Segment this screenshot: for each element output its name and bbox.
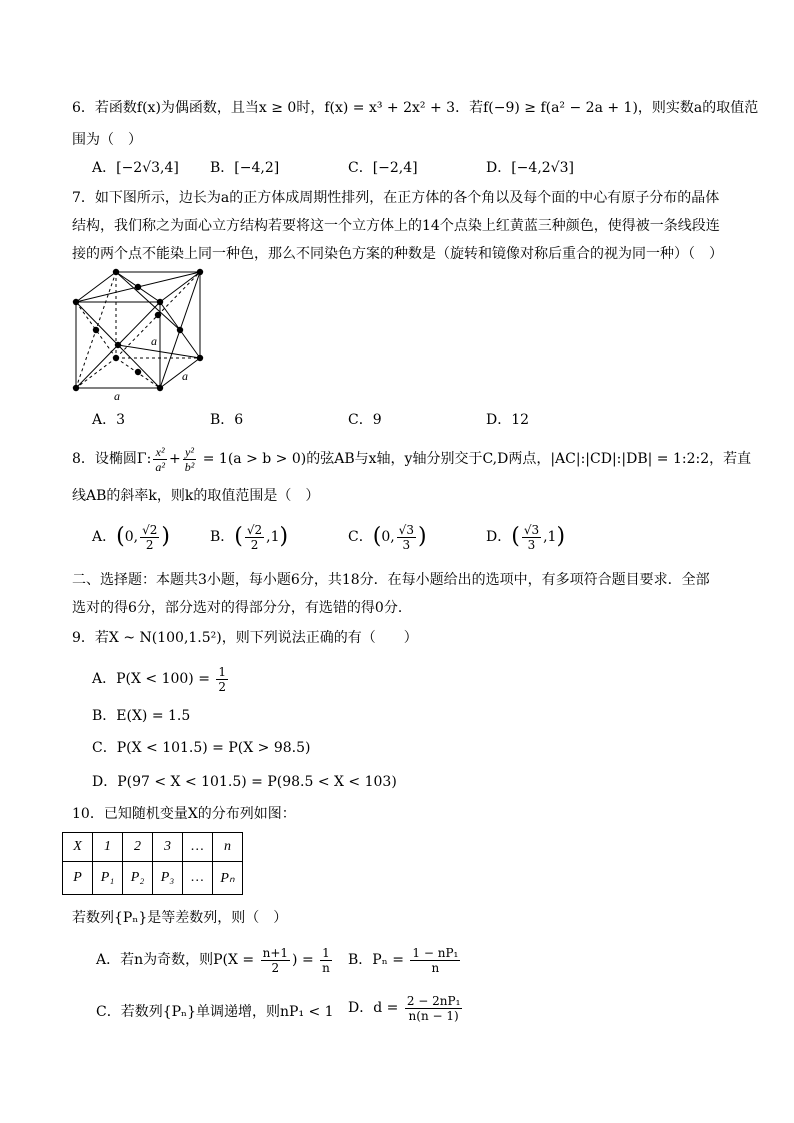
distribution-table (62, 832, 243, 895)
table-cell: … (183, 862, 213, 895)
table-cell: 3 (153, 833, 183, 862)
table-cell: Pₙ (213, 862, 243, 895)
q7-option-b: B．6 (210, 412, 244, 428)
q10-option-b: B．Pₙ = $\frac{\text{1 − nP₁}}{n}$ (348, 945, 459, 975)
q7-stem-line3: 接的两个点不能染上同一种色，那么不同染色方案的种数是（旋转和镜像对称后重合的视为同一种）（ ） (72, 246, 723, 262)
q9-option-a: A．P(X < 100) = $\frac{1}{2}$ (92, 664, 227, 694)
q10-option-c: C．若数列{Pₙ}单调递增，则nP₁ < 1 (96, 1004, 334, 1020)
q9-option-d: D．P(97 < X < 101.5) = P(98.5 < X < 103) (92, 774, 397, 790)
q10-condition: 若数列{Pₙ}是等差数列，则（ ） (72, 910, 288, 926)
q10-stem: 10．已知随机变量X的分布列如图： (72, 806, 296, 822)
table-row-p (63, 862, 243, 895)
fcc-cube-figure (68, 266, 218, 402)
table-cell: n (213, 833, 243, 862)
q9-stem: 9．若X ~ N(100,1.5²)，则下列说法正确的有（ ） (72, 630, 418, 646)
edge-label-bottom: a (114, 389, 120, 402)
section2-header-line2: 选对的得6分，部分选对的得部分分，有选错的得0分． (72, 600, 412, 616)
q7-option-a: A．3 (92, 412, 126, 428)
q9-option-b: B．E(X) = 1.5 (92, 708, 191, 724)
table-cell: X (63, 833, 93, 862)
q6-stem-line1: 6．若函数f(x)为偶函数，且当x ≥ 0时，f(x) = x³ + 2x² + 3．若f(−9) ≥ f(a² − 2a + 1)，则实数a的取值范 (72, 100, 759, 116)
table-cell: P₁ (93, 862, 123, 895)
q6-option-c: C．[−2,4] (348, 160, 418, 176)
table-cell: … (183, 833, 213, 862)
q6-option-a: A．[−2√3,4] (92, 160, 179, 176)
table-cell: 2 (123, 833, 153, 862)
table-cell: P₂ (123, 862, 153, 895)
q6-option-b: B．[−4,2] (210, 160, 280, 176)
q7-stem-line2: 结构，我们称之为面心立方结构若要将这一个立方体上的14个点染上红黄蓝三种颜色，使得被一条线段连 (72, 218, 720, 234)
q8-stem-line1: 8．设椭圆Γ: $\frac{\text{x²}}{\text{a²}}$ + $\frac{\text{y²}}{\text{b²}}$ = 1(a > b > 0)的弦AB与x轴，y轴分别交于C,D两点，|AC|:|CD|:|DB| = 1:2:2，若直 (72, 444, 752, 474)
q6-option-d: D．[−4,2√3] (486, 160, 574, 176)
edge-label-depth: a (182, 369, 188, 383)
table-row-x (63, 833, 243, 862)
q8-option-d: D．( $\frac{√3}{3}$ ,1) (486, 522, 566, 552)
table-cell: 1 (93, 833, 123, 862)
q8-stem-line2: 线AB的斜率k，则k的取值范围是（ ） (72, 488, 320, 504)
edge-label-vertical: a (151, 334, 157, 348)
q10-option-a: A．若n为奇数，则P(X = $\frac{n+1}{2}$ ) = $\frac{1}{n}$ (96, 945, 330, 975)
q7-stem-line1: 7．如下图所示，边长为a的正方体成周期性排列，在正方体的各个角以及每个面的中心有原子分布的晶体 (72, 190, 720, 206)
q7-option-d: D．12 (486, 412, 530, 428)
q7-option-c: C．9 (348, 412, 382, 428)
q8-option-b: B．( $\frac{√2}{2}$ ,1) (210, 522, 289, 552)
q8-option-a: A．(0, $\frac{√2}{2}$ ) (92, 522, 170, 552)
q6-stem-line2: 围为（ ） (72, 132, 142, 148)
q9-option-c: C．P(X < 101.5) = P(X > 98.5) (92, 740, 311, 756)
q8-option-c: C．(0, $\frac{√3}{3}$ ) (348, 522, 427, 552)
table-cell: P₃ (153, 862, 183, 895)
q10-option-d: D．d = $\frac{\text{2 − 2nP₁}}{n(n - 1)}$ (348, 993, 461, 1023)
table-cell: P (63, 862, 93, 895)
section2-header-line1: 二、选择题：本题共3小题，每小题6分，共18分．在每小题给出的选项中，有多项符合题目要求．全部 (72, 572, 710, 588)
